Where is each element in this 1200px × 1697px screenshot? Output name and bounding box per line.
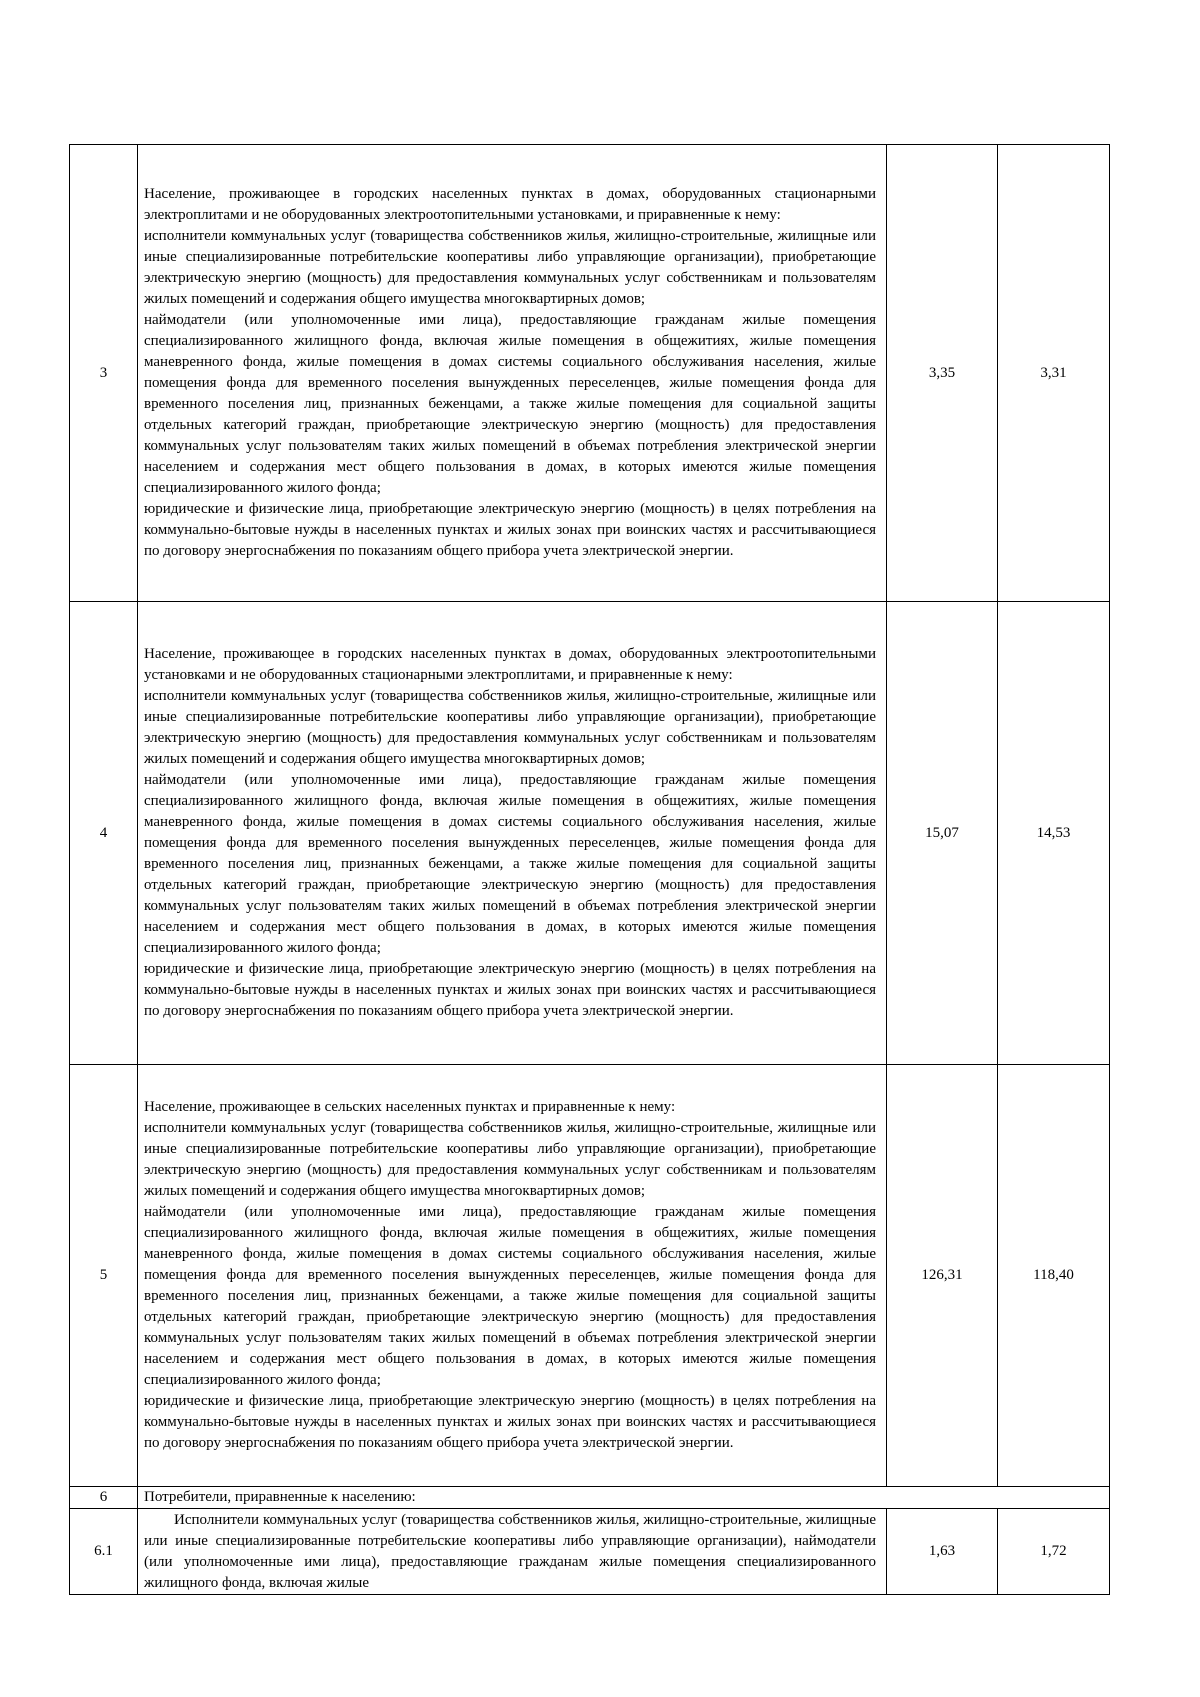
description-paragraph: исполнители коммунальных услуг (товарищества собственников жилья, жилищно-строительные, жилищные или иные специализированные потребительские кооперативы либо управляющие организации), приобретающие электрическую энергию (мощность) для предоставления коммунальных услуг собственникам и пользователям жилых помещений и содержания общего имущества многоквартирных домов;	[144, 688, 876, 767]
value-cell-2: 14,53	[998, 602, 1110, 1065]
description-paragraph: Население, проживающее в городских населенных пунктах в домах, оборудованных стационарными электроплитами и не оборудованных электроотопительными установками, и приравненные к нему:	[144, 186, 876, 223]
row-description	[138, 602, 887, 1065]
description-paragraph: Население, проживающее в сельских населенных пунктах и приравненные к нему:	[144, 1099, 676, 1115]
table-row-6	[70, 1487, 1110, 1509]
row-number: 6.1	[70, 1509, 138, 1595]
description-paragraph: исполнители коммунальных услуг (товарищества собственников жилья, жилищно-строительные, жилищные или иные специализированные потребительские кооперативы либо управляющие организации), приобретающие электрическую энергию (мощность) для предоставления коммунальных услуг собственникам и пользователям жилых помещений и содержания общего имущества многоквартирных домов;	[144, 228, 876, 307]
section-heading: Потребители, приравненные к населению:	[138, 1487, 1110, 1509]
table-row-5	[70, 1065, 1110, 1487]
row-description	[138, 1509, 887, 1595]
description-paragraph: юридические и физические лица, приобретающие электрическую энергию (мощность) в целях потребления на коммунально-бытовые нужды в населенных пунктах и жилых зонах при воинских частях и рассчитывающиеся по договору энергоснабжения по показаниям общего прибора учета электрической энергии.	[144, 1393, 876, 1451]
description-paragraph: наймодатели (или уполномоченные ими лица), предоставляющие гражданам жилые помещения специализированного жилищного фонда, включая жилые помещения в общежитиях, жилые помещения маневренного фонда, жилые помещения в домах системы социального обслуживания населения, жилые помещения фонда для временного поселения вынужденных переселенцев, жилые помещения фонда для временного поселения лиц, признанных беженцами, а также жилые помещения для социальной защиты отдельных категорий граждан, приобретающие электрическую энергию (мощность) для предоставления коммунальных услуг пользователям таких жилых помещений в объемах потребления электрической энергии населением и содержания мест общего пользования в домах, в которых имеются жилые помещения специализированного жилого фонда;	[144, 1204, 876, 1388]
row-description	[138, 145, 887, 602]
value-cell-1: 15,07	[887, 602, 998, 1065]
row-number: 6	[70, 1487, 138, 1509]
description-paragraph: юридические и физические лица, приобретающие электрическую энергию (мощность) в целях потребления на коммунально-бытовые нужды в населенных пунктах и жилых зонах при воинских частях и рассчитывающиеся по договору энергоснабжения по показаниям общего прибора учета электрической энергии.	[144, 961, 876, 1019]
description-paragraph: наймодатели (или уполномоченные ими лица), предоставляющие гражданам жилые помещения специализированного жилищного фонда, включая жилые помещения в общежитиях, жилые помещения маневренного фонда, жилые помещения в домах системы социального обслуживания населения, жилые помещения фонда для временного поселения вынужденных переселенцев, жилые помещения фонда для временного поселения лиц, признанных беженцами, а также жилые помещения для социальной защиты отдельных категорий граждан, приобретающие электрическую энергию (мощность) для предоставления коммунальных услуг пользователям таких жилых помещений в объемах потребления электрической энергии населением и содержания мест общего пользования в домах, в которых имеются жилые помещения специализированного жилого фонда;	[144, 312, 876, 496]
row-number: 3	[70, 145, 138, 602]
value-cell-1: 126,31	[887, 1065, 998, 1487]
value-cell-2: 118,40	[998, 1065, 1110, 1487]
row-description	[138, 1065, 887, 1487]
table-row-4	[70, 602, 1110, 1065]
row-number: 5	[70, 1065, 138, 1487]
description-paragraph: исполнители коммунальных услуг (товарищества собственников жилья, жилищно-строительные, жилищные или иные специализированные потребительские кооперативы либо управляющие организации), приобретающие электрическую энергию (мощность) для предоставления коммунальных услуг собственникам и пользователям жилых помещений и содержания общего имущества многоквартирных домов;	[144, 1120, 876, 1199]
table-row-3	[70, 145, 1110, 602]
value-cell-1: 1,63	[887, 1509, 998, 1595]
row-number: 4	[70, 602, 138, 1065]
value-cell-2: 1,72	[998, 1509, 1110, 1595]
description-paragraph: юридические и физические лица, приобретающие электрическую энергию (мощность) в целях потребления на коммунально-бытовые нужды в населенных пунктах и жилых зонах при воинских частях и рассчитывающиеся по договору энергоснабжения по показаниям общего прибора учета электрической энергии.	[144, 501, 876, 559]
description-paragraph: Население, проживающее в городских населенных пунктах в домах, оборудованных электроотопительными установками и не оборудованных стационарными электроплитами, и приравненные к нему:	[144, 646, 876, 683]
description-paragraph: Исполнители коммунальных услуг (товарищества собственников жилья, жилищно-строительные, жилищные или иные специализированные потребительские кооперативы либо управляющие организации), наймодатели (или уполномоченные ими лица), предоставляющие гражданам жилые помещения специализированного жилищного фонда, включая жилые	[144, 1511, 876, 1591]
value-cell-1: 3,35	[887, 145, 998, 602]
description-paragraph: наймодатели (или уполномоченные ими лица), предоставляющие гражданам жилые помещения специализированного жилищного фонда, включая жилые помещения в общежитиях, жилые помещения маневренного фонда, жилые помещения в домах системы социального обслуживания населения, жилые помещения фонда для временного поселения вынужденных переселенцев, жилые помещения фонда для временного поселения лиц, признанных беженцами, а также жилые помещения для социальной защиты отдельных категорий граждан, приобретающие электрическую энергию (мощность) для предоставления коммунальных услуг пользователям таких жилых помещений в объемах потребления электрической энергии населением и содержания мест общего пользования в домах, в которых имеются жилые помещения специализированного жилого фонда;	[144, 772, 876, 956]
table-row-6-1	[70, 1509, 1110, 1595]
value-cell-2: 3,31	[998, 145, 1110, 602]
tariff-table	[69, 144, 1110, 1595]
